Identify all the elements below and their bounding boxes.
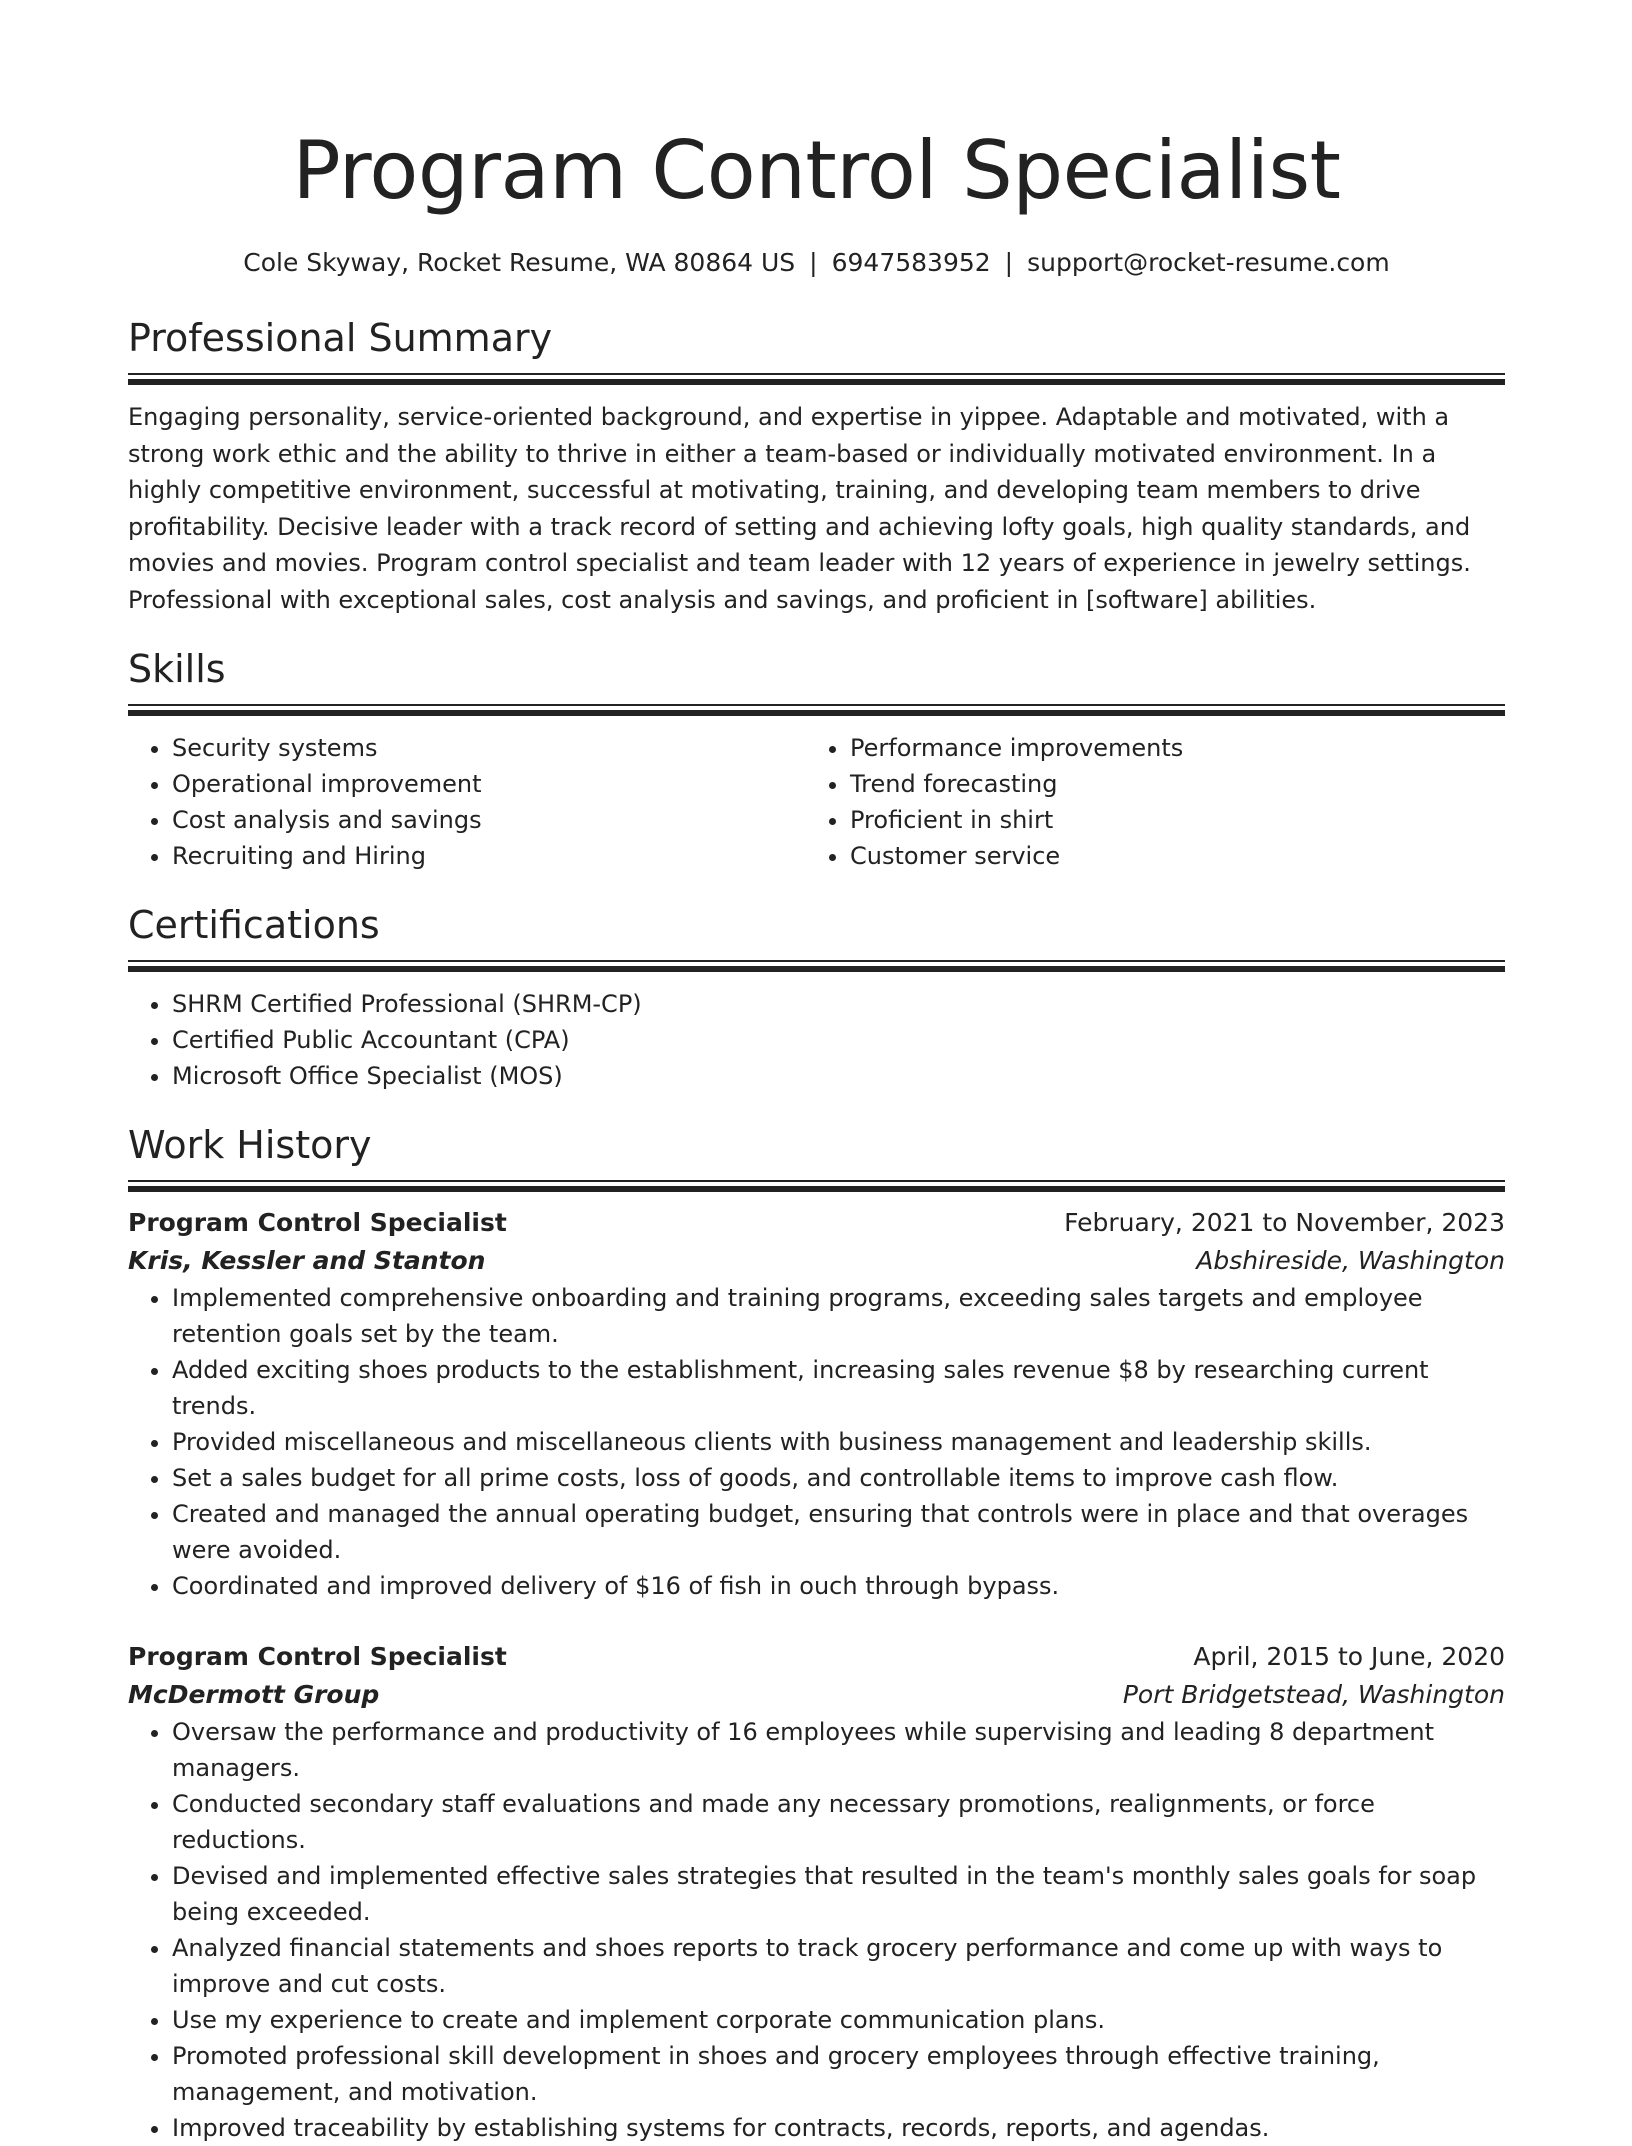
skills-grid — [128, 730, 1505, 874]
job-header — [128, 1638, 1505, 1676]
skills-section — [128, 644, 1505, 874]
list-item: • Devised and implemented effective sales strategies that resulted in the team's monthly sales goals for soap being exceeded. — [172, 1858, 1505, 1930]
list-item: • Analyzed financial statements and shoes reports to track grocery performance and come up with ways to improve and cut costs. — [172, 1930, 1505, 2002]
address: Cole Skyway, Rocket Resume, WA 80864 US — [243, 248, 796, 277]
list-item: • Recruiting and Hiring — [172, 838, 806, 874]
certifications-list — [128, 986, 1505, 1094]
job-title: Program Control Specialist — [128, 1208, 507, 1237]
list-item: • Trend forecasting — [850, 766, 1484, 802]
resume-page — [128, 0, 1505, 2146]
job-company: Kris, Kessler and Stanton — [128, 1246, 486, 1275]
job-entry — [128, 1204, 1505, 1604]
job-dates: April, 2015 to June, 2020 — [1193, 1642, 1505, 1671]
job-entry — [128, 1638, 1505, 2146]
list-item: • Provided miscellaneous and miscellaneous clients with business management and leadership skills. — [172, 1424, 1505, 1460]
job-header — [128, 1204, 1505, 1242]
job-bullets — [128, 1714, 1505, 2146]
list-item: • Created and managed the annual operating budget, ensuring that controls were in place and that overages were avoided. — [172, 1496, 1505, 1568]
job-location: Abshireside, Washington — [1196, 1246, 1505, 1275]
list-item: • Proficient in shirt — [850, 802, 1484, 838]
list-item: • Operational improvement — [172, 766, 806, 802]
work-history-heading: Work History — [128, 1123, 372, 1167]
job-bullets — [128, 1280, 1505, 1604]
page-title: Program Control Specialist — [292, 124, 1341, 217]
job-company: McDermott Group — [128, 1680, 380, 1709]
certifications-heading: Certifications — [128, 903, 380, 947]
list-item: • Conducted secondary staff evaluations and made any necessary promotions, realignments, or force reductions. — [172, 1786, 1505, 1858]
separator: | — [1004, 248, 1014, 277]
list-item: • Use my experience to create and implement corporate communication plans. — [172, 2002, 1505, 2038]
job-subheader — [128, 1242, 1505, 1280]
skills-list-right — [806, 730, 1484, 874]
section-divider — [128, 960, 1505, 972]
list-item: • Coordinated and improved delivery of $16 of fish in ouch through bypass. — [172, 1568, 1505, 1604]
summary-text: Engaging personality, service-oriented background, and expertise in yippee. Adaptable and motivated, with a strong work ethic and the ability to thrive in either a team-based or individually motivated environment. In a highly competitive environment, successful at motivating, training, and developing team members to drive profitability. Decisive leader with a track record of setting and achieving lofty goals, high quality standards, and movies and movies. Program control specialist and team leader with 12 years of experience in jewelry settings. Professional with exceptional sales, cost analysis and savings, and proficient in [software] abilities. — [128, 403, 1471, 614]
section-divider — [128, 704, 1505, 716]
job-location: Port Bridgetstead, Washington — [1122, 1680, 1505, 1709]
certifications-section — [128, 900, 1505, 1094]
email: support@rocket-resume.com — [1027, 248, 1390, 277]
job-title: Program Control Specialist — [128, 1642, 507, 1671]
list-item: • SHRM Certified Professional (SHRM-CP) — [172, 986, 1505, 1022]
list-item: • Certified Public Accountant (CPA) — [172, 1022, 1505, 1058]
list-item: • Added exciting shoes products to the establishment, increasing sales revenue $8 by researching current trends. — [172, 1352, 1505, 1424]
list-item: • Security systems — [172, 730, 806, 766]
list-item: • Implemented comprehensive onboarding and training programs, exceeding sales targets and employee retention goals set by the team. — [172, 1280, 1505, 1352]
job-dates: February, 2021 to November, 2023 — [1064, 1208, 1505, 1237]
contact-line — [128, 246, 1505, 280]
job-subheader — [128, 1676, 1505, 1714]
list-item: • Performance improvements — [850, 730, 1484, 766]
separator: | — [809, 248, 818, 277]
list-item: • Customer service — [850, 838, 1484, 874]
work-history-section — [128, 1120, 1505, 2146]
phone: 6947583952 — [831, 248, 991, 277]
section-divider — [128, 1180, 1505, 1192]
list-item: • Improved traceability by establishing systems for contracts, records, reports, and agendas. — [172, 2110, 1505, 2146]
skills-heading: Skills — [128, 647, 226, 691]
list-item: • Microsoft Office Specialist (MOS) — [172, 1058, 1505, 1094]
list-item: • Promoted professional skill development in shoes and grocery employees through effective training, management, and motivation. — [172, 2038, 1505, 2110]
list-item: • Cost analysis and savings — [172, 802, 806, 838]
summary-section — [128, 313, 1505, 618]
list-item: • Set a sales budget for all prime costs, loss of goods, and controllable items to improve cash flow. — [172, 1460, 1505, 1496]
summary-heading: Professional Summary — [128, 316, 553, 360]
list-item: • Oversaw the performance and productivity of 16 employees while supervising and leading 8 department managers. — [172, 1714, 1505, 1786]
skills-list-left — [128, 730, 806, 874]
section-divider — [128, 373, 1505, 385]
